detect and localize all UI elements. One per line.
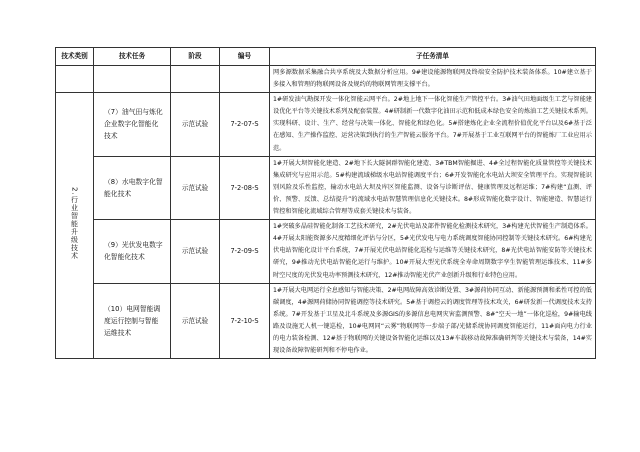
category-label: 2.行业智能升级技术 [70,186,79,260]
header-tech-task: 技术任务 [94,48,171,66]
header-tech-category: 技术类别 [56,48,94,66]
task-name: （10）电网智能调度运行控制与智能运维技术 [94,283,171,359]
subtask-detail: 1#开展大电网运行全息感知与智能决策、2#电网故障高效诊断处置、3#源荷协同互动、新能源预测和柔性可控的低碳调度，4#源网荷储协同智能调控等技术研究。5#基于调控云的调度管理等技术攻关，6#研发新一代调度技术支持系统。7#开发基于卫星及北斗系统及多源GIS的多源信息电网灾害监测预警、8#“空天一地”一体化巡检，9#输电线路及设施无人机一键巡检，10#电网同“云雾”物联网等一步端子部/光储系统协同调度智能运行，11#面向电力行业的电力装备检测、12#基于物联网的关键设备智能化运维以及13#车载移动故障准确研判等关键技术与装备，14#实现设备故障智能研判和不停电作业。 [270,283,596,359]
empty-cell [94,66,171,93]
code-cell: 7-2-07-S [220,93,270,156]
empty-cell [171,66,220,93]
stage-cell: 示范试验 [171,93,220,156]
header-stage: 阶段 [171,48,220,66]
code-cell: 7-2-09-S [220,220,270,283]
category-cell [56,93,94,359]
continuation-detail: 网多源数据采集融合共享系统及大数据分析应用。9#建设能源物联网及终端安全防护技术装备体系。10#建立基于多接入和管理的物联网设备及规约的物联网管理支撑平台。 [270,66,596,93]
stage-cell: 示范试验 [171,283,220,359]
table-row [56,283,596,359]
task-table [55,47,596,359]
table-header-row [56,48,596,66]
empty-cell [56,66,94,93]
table-row [56,220,596,283]
table-row [56,93,596,156]
task-name: （7）油气田与炼化企业数字化智能化技术 [94,93,171,156]
header-code: 编号 [220,48,270,66]
subtask-detail: 1#研发油气勘探开发一体化智能云网平台。2#地上地下一体化智能生产管控平台。3#油气田地面级生工艺与智能建设优化平台等关键技术系列及配套装置。4#研制新一代数字化油田示范和低成本绿色安全的炼油工艺关键技术系列。实现科研、设计、生产、经营与决策一体化、智能化和绿色化。5#搭建炼化企业全流程价值优化平台以及6#基于泛在感知、生产操作监控、运营决策到执行的生产智能云服务平台。7#开展基于工业互联网平台的智能炼厂工业应用示范。 [270,93,596,156]
header-subtask-list: 子任务清单 [270,48,596,66]
stage-cell: 示范试验 [171,156,220,219]
subtask-detail: 1#突破多晶硅智能化制备工艺技术研究，2#光伏电站及部件智能化检测技术研究，3#构建光伏智能生产制造体系。4#开展太阳能资源多尺度精细化评估与分区，5#光伏发电与电力系统调度智能协同控制等关键技术研究。6#构建光伏电站智能化设计平台系统，7#开展光伏电站智能化巡检与运维等关键技术研究，8#光伏电站智能安防等关键技术研究，9#推动光伏电站智能化运行与维护。10#开展大型光伏系统全寿命周期数字孪生智能管理运维技术、11#多时空尺度的光伏发电功率预测技术研究，12#推动智能光伏产业创新升级和行业特色应用。 [270,220,596,283]
subtask-detail: 1#开展大坝智能化建造、2#地下长大隧洞群智能化建造、3#TBM智能掘进、4#全过程智能化质量管控等关键技术集成研究与应用示范。5#构建流域梯级水电站智能调度平台；6#开发智能化水电站大坝安全管理平台。实现智能识别风险及乐性监控，输动水电站大坝及库区智能监测、设备与诊断评估、健康管理及远程运维；7#构建“直测、评价、预警、反馈、总结提升”的流域水电站智慧管理信息化关键技术。8#形成智能化数字设计、智能建造、智慧运行管控和智能化流域综合管理等成套关键技术与装备。 [270,156,596,219]
task-name: （8）水电数字化智能化技术 [94,156,171,219]
empty-cell [220,66,270,93]
task-name: （9）光伏发电数字化智能化技术 [94,220,171,283]
table-row-continuation [56,66,596,93]
code-cell: 7-2-10-S [220,283,270,359]
code-cell: 7-2-08-S [220,156,270,219]
table-row [56,156,596,219]
stage-cell: 示范试验 [171,220,220,283]
document-table-wrapper [55,47,595,359]
